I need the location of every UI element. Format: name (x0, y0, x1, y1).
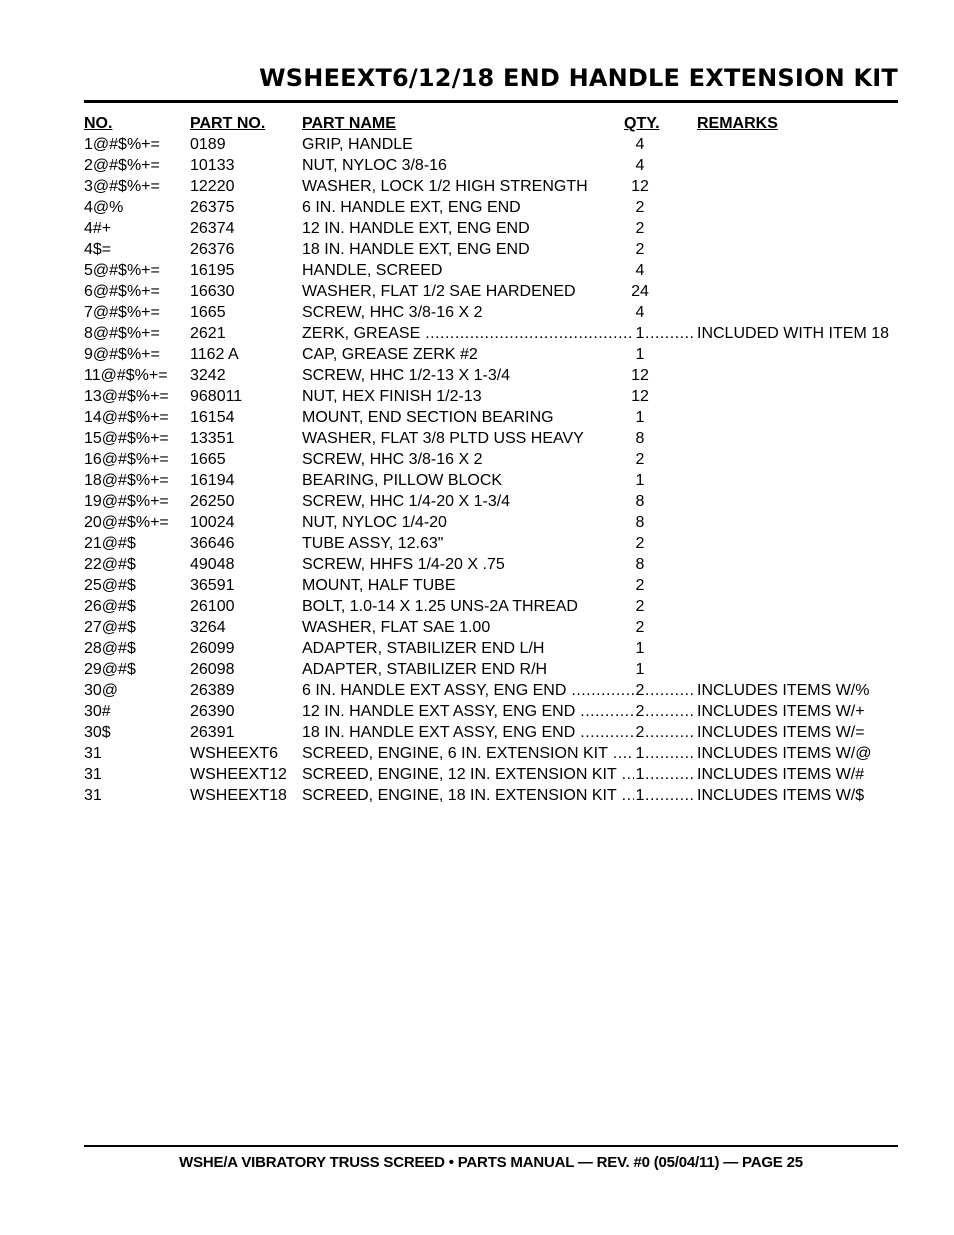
table-row (0, 617, 954, 638)
part-number: 26391 (190, 724, 235, 741)
quantity: 2 (635, 703, 645, 720)
item-number: 8@#$%+= (84, 325, 160, 342)
item-number: 7@#$%+= (84, 304, 160, 321)
item-number: 31 (84, 766, 102, 783)
quantity: 2 (635, 598, 645, 615)
page-footer: WSHE/A VIBRATORY TRUSS SCREED • PARTS MANUAL — REV. #0 (05/04/11) — PAGE 25 (179, 1154, 803, 1171)
item-number: 9@#$%+= (84, 346, 160, 363)
part-name: 12 IN. HANDLE EXT ASSY, ENG END ..... (302, 701, 634, 722)
leader-dots (645, 701, 695, 722)
part-name: 6 IN. HANDLE EXT ASSY, ENG END ..... (302, 680, 634, 701)
table-row (0, 596, 954, 617)
part-name: WASHER, FLAT 3/8 PLTD USS HEAVY (302, 430, 584, 447)
item-number: 28@#$ (84, 640, 136, 657)
item-number: 30$ (84, 724, 111, 741)
remarks: INCLUDES ITEMS W/+ (697, 703, 865, 720)
leader-dots (645, 785, 695, 806)
remarks: INCLUDES ITEMS W/# (697, 766, 865, 783)
quantity: 1 (635, 640, 645, 657)
remarks: INCLUDES ITEMS W/% (697, 682, 870, 699)
table-header (0, 113, 954, 134)
quantity: 1 (635, 325, 645, 342)
table-row (0, 302, 954, 323)
quantity: 1 (635, 409, 645, 426)
item-number: 4@% (84, 199, 124, 216)
part-number: 26374 (190, 220, 235, 237)
header-no: NO. (84, 115, 113, 132)
quantity: 2 (635, 199, 645, 216)
part-number: 26099 (190, 640, 235, 657)
leader-dots (645, 323, 695, 344)
part-name: SCREED, ENGINE, 6 IN. EXTENSION KIT ..... (302, 743, 634, 764)
part-number: WSHEEXT12 (190, 766, 287, 783)
table-row (0, 764, 954, 785)
table-row (0, 491, 954, 512)
part-number: 13351 (190, 430, 235, 447)
quantity: 2 (635, 220, 645, 237)
part-name: ADAPTER, STABILIZER END R/H (302, 661, 548, 678)
table-row (0, 659, 954, 680)
quantity: 8 (635, 514, 645, 531)
item-number: 27@#$ (84, 619, 136, 636)
part-number: 36646 (190, 535, 235, 552)
quantity: 12 (631, 178, 649, 195)
table-row (0, 680, 954, 701)
item-number: 21@#$ (84, 535, 136, 552)
quantity: 1 (635, 661, 645, 678)
page-title: WSHEEXT6/12/18 END HANDLE EXTENSION KIT (259, 64, 898, 92)
table-row (0, 533, 954, 554)
part-number: 26250 (190, 493, 235, 510)
leader-dots (645, 722, 695, 743)
item-number: 19@#$%+= (84, 493, 169, 510)
part-name: SCREW, HHC 3/8-16 X 2 (302, 304, 483, 321)
table-row (0, 554, 954, 575)
part-number: 3264 (190, 619, 226, 636)
part-number: 26100 (190, 598, 235, 615)
table-row (0, 218, 954, 239)
part-name: NUT, HEX FINISH 1/2-13 (302, 388, 482, 405)
parts-table (0, 134, 954, 806)
table-row (0, 155, 954, 176)
part-number: 49048 (190, 556, 235, 573)
item-number: 22@#$ (84, 556, 136, 573)
item-number: 6@#$%+= (84, 283, 160, 300)
table-row (0, 176, 954, 197)
item-number: 31 (84, 787, 102, 804)
part-number: 3242 (190, 367, 226, 384)
part-name: WASHER, LOCK 1/2 HIGH STRENGTH (302, 178, 588, 195)
part-name: CAP, GREASE ZERK #2 (302, 346, 478, 363)
remarks: INCLUDES ITEMS W/$ (697, 787, 865, 804)
remarks: INCLUDES ITEMS W/@ (697, 745, 872, 762)
quantity: 4 (635, 262, 645, 279)
item-number: 31 (84, 745, 102, 762)
part-name: SCREW, HHC 3/8-16 X 2 (302, 451, 483, 468)
part-name: 6 IN. HANDLE EXT, ENG END (302, 199, 521, 216)
part-number: 16194 (190, 472, 235, 489)
table-row (0, 239, 954, 260)
table-row (0, 470, 954, 491)
remarks: INCLUDES ITEMS W/= (697, 724, 865, 741)
part-name: MOUNT, END SECTION BEARING (302, 409, 554, 426)
part-name: SCREED, ENGINE, 12 IN. EXTENSION KIT ..... (302, 764, 634, 785)
quantity: 4 (635, 136, 645, 153)
table-row (0, 344, 954, 365)
leader-dots (645, 743, 695, 764)
header-qty: QTY. (624, 115, 660, 132)
part-name: 18 IN. HANDLE EXT ASSY, ENG END ..... (302, 722, 634, 743)
part-number: 1162 A (190, 346, 239, 363)
part-name: TUBE ASSY, 12.63" (302, 535, 444, 552)
item-number: 1@#$%+= (84, 136, 160, 153)
part-number: 26375 (190, 199, 235, 216)
part-number: 10024 (190, 514, 235, 531)
quantity: 24 (631, 283, 649, 300)
quantity: 1 (635, 472, 645, 489)
item-number: 25@#$ (84, 577, 136, 594)
part-number: 16154 (190, 409, 235, 426)
item-number: 20@#$%+= (84, 514, 169, 531)
part-number: 968011 (190, 388, 243, 405)
part-name: MOUNT, HALF TUBE (302, 577, 456, 594)
part-name: SCREW, HHFS 1/4-20 X .75 (302, 556, 505, 573)
table-row (0, 575, 954, 596)
part-number: 16195 (190, 262, 235, 279)
part-number: 16630 (190, 283, 235, 300)
quantity: 4 (635, 157, 645, 174)
table-row (0, 386, 954, 407)
part-name: GRIP, HANDLE (302, 136, 413, 153)
item-number: 30# (84, 703, 111, 720)
table-row (0, 722, 954, 743)
part-number: WSHEEXT6 (190, 745, 279, 762)
quantity: 12 (631, 367, 649, 384)
part-name: BEARING, PILLOW BLOCK (302, 472, 503, 489)
item-number: 16@#$%+= (84, 451, 169, 468)
quantity: 1 (635, 745, 645, 762)
part-number: WSHEEXT18 (190, 787, 287, 804)
quantity: 1 (635, 766, 645, 783)
table-row (0, 260, 954, 281)
quantity: 2 (635, 619, 645, 636)
table-row (0, 638, 954, 659)
part-number: 10133 (190, 157, 235, 174)
item-number: 11@#$%+= (84, 367, 168, 384)
table-row (0, 407, 954, 428)
footer-rule (84, 1145, 898, 1147)
part-name: 18 IN. HANDLE EXT, ENG END (302, 241, 530, 258)
item-number: 29@#$ (84, 661, 136, 678)
quantity: 2 (635, 577, 645, 594)
item-number: 26@#$ (84, 598, 136, 615)
leader-dots (645, 764, 695, 785)
part-name: SCREW, HHC 1/2-13 X 1-3/4 (302, 367, 511, 384)
quantity: 8 (635, 430, 645, 447)
part-number: 1665 (190, 451, 226, 468)
table-row (0, 785, 954, 806)
item-number: 4#+ (84, 220, 112, 237)
part-name: WASHER, FLAT 1/2 SAE HARDENED (302, 283, 576, 300)
header-remarks: REMARKS (697, 115, 778, 132)
item-number: 5@#$%+= (84, 262, 160, 279)
part-name: WASHER, FLAT SAE 1.00 (302, 619, 491, 636)
table-row (0, 743, 954, 764)
table-row (0, 701, 954, 722)
header-part-name: PART NAME (302, 115, 396, 132)
item-number: 18@#$%+= (84, 472, 169, 489)
part-number: 12220 (190, 178, 235, 195)
quantity: 8 (635, 493, 645, 510)
part-name: 12 IN. HANDLE EXT, ENG END (302, 220, 530, 237)
part-number: 26376 (190, 241, 235, 258)
quantity: 12 (631, 388, 649, 405)
part-name: SCREW, HHC 1/4-20 X 1-3/4 (302, 493, 511, 510)
part-name: HANDLE, SCREED (302, 262, 443, 279)
quantity: 2 (635, 451, 645, 468)
item-number: 30@ (84, 682, 119, 699)
quantity: 2 (635, 241, 645, 258)
title-rule (84, 100, 898, 103)
table-row (0, 428, 954, 449)
item-number: 15@#$%+= (84, 430, 169, 447)
part-number: 26098 (190, 661, 235, 678)
part-number: 0189 (190, 136, 226, 153)
part-number: 26389 (190, 682, 235, 699)
quantity: 4 (635, 304, 645, 321)
item-number: 13@#$%+= (84, 388, 169, 405)
quantity: 1 (635, 346, 645, 363)
table-row (0, 365, 954, 386)
part-name: ZERK, GREASE ..... (302, 323, 634, 344)
part-number: 36591 (190, 577, 235, 594)
part-name: NUT, NYLOC 1/4-20 (302, 514, 447, 531)
table-row (0, 323, 954, 344)
part-number: 1665 (190, 304, 226, 321)
table-row (0, 197, 954, 218)
table-row (0, 134, 954, 155)
quantity: 8 (635, 556, 645, 573)
item-number: 14@#$%+= (84, 409, 169, 426)
part-name: BOLT, 1.0-14 X 1.25 UNS-2A THREAD (302, 598, 578, 615)
item-number: 2@#$%+= (84, 157, 160, 174)
header-part-no: PART NO. (190, 115, 266, 132)
leader-dots (645, 680, 695, 701)
part-name: NUT, NYLOC 3/8-16 (302, 157, 447, 174)
quantity: 2 (635, 535, 645, 552)
table-row (0, 449, 954, 470)
quantity: 1 (635, 787, 645, 804)
part-number: 26390 (190, 703, 235, 720)
part-number: 2621 (190, 325, 226, 342)
quantity: 2 (635, 724, 645, 741)
part-name: SCREED, ENGINE, 18 IN. EXTENSION KIT ..... (302, 785, 634, 806)
item-number: 4$= (84, 241, 112, 258)
quantity: 2 (635, 682, 645, 699)
remarks: INCLUDED WITH ITEM 18 (697, 325, 890, 342)
table-row (0, 512, 954, 533)
table-row (0, 281, 954, 302)
item-number: 3@#$%+= (84, 178, 160, 195)
part-name: ADAPTER, STABILIZER END L/H (302, 640, 545, 657)
